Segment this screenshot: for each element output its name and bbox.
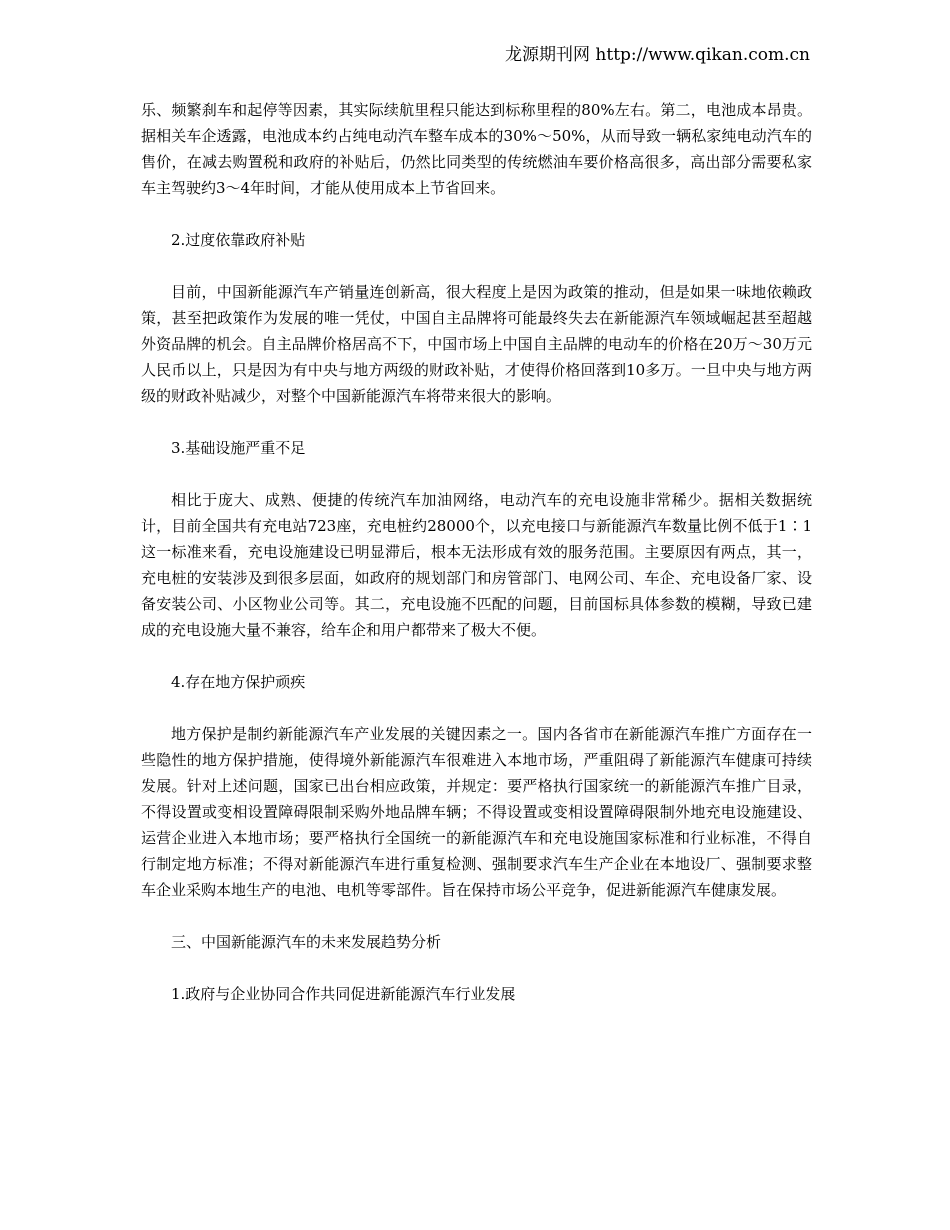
body-paragraph: 目前，中国新能源汽车产销量连创新高，很大程度上是因为政策的推动，但是如果一味地依赖政策，甚至把政策作为发展的唯一凭仗，中国自主品牌将可能最终失去在新能源汽车领域崛起甚至超越外资品牌的机会。自主品牌价格居高不下，中国市场上中国自主品牌的电动车的价格在20万～30万元人民币以上，只是因为有中央与地方两级的财政补贴，才使得价格回落到10多万。一旦中央与地方两级的财政补贴减少，对整个中国新能源汽车将带来很大的影响。: [141, 283, 812, 405]
source-header: 龙源期刊网 http://www.qikan.com.cn: [505, 45, 810, 65]
body-paragraph: 相比于庞大、成熟、便捷的传统汽车加油网络，电动汽车的充电设施非常稀少。据相关数据统计，目前全国共有充电站723座，充电桩约28000个，以充电接口与新能源汽车数量比例不低于1∶1这一标准来看，充电设施建设已明显滞后，根本无法形成有效的服务范围。主要原因有两点，其一，充电桩的安装涉及到很多层面，如政府的规划部门和房管部门、电网公司、车企、充电设备厂家、设备安装公司、小区物业公司等。其二，充电设施不匹配的问题，目前国标具体参数的模糊，导致已建成的充电设施大量不兼容，给车企和用户都带来了极大不便。: [141, 491, 812, 639]
article-body: [141, 97, 812, 1007]
body-paragraph: 地方保护是制约新能源汽车产业发展的关键因素之一。国内各省市在新能源汽车推广方面存在一些隐性的地方保护措施，使得境外新能源汽车很难进入本地市场，严重阻碍了新能源汽车健康可持续发展。针对上述问题，国家已出台相应政策，并规定：要严格执行国家统一的新能源汽车推广目录，不得设置或变相设置障碍限制采购外地品牌车辆；不得设置或变相设置障碍限制外地充电设施建设、运营企业进入本地市场；要严格执行全国统一的新能源汽车和充电设施国家标准和行业标准，不得自行制定地方标准；不得对新能源汽车进行重复检测、强制要求汽车生产企业在本地设厂、强制要求整车企业采购本地生产的电池、电机等零部件。旨在保持市场公平竞争，促进新能源汽车健康发展。: [141, 725, 812, 899]
section-heading: 1.政府与企业协同合作共同促进新能源汽车行业发展: [171, 985, 516, 1003]
section-heading: 2.过度依靠政府补贴: [171, 231, 306, 249]
section-heading: 4.存在地方保护顽疾: [171, 673, 306, 691]
section-heading: 3.基础设施严重不足: [171, 439, 306, 457]
body-paragraph: 乐、频繁刹车和起停等因素，其实际续航里程只能达到标称里程的80%左右。第二，电池成本昂贵。据相关车企透露，电池成本约占纯电动汽车整车成本的30%～50%，从而导致一辆私家纯电动汽车的售价，在减去购置税和政府的补贴后，仍然比同类型的传统燃油车要价格高很多，高出部分需要私家车主驾驶约3～4年时间，才能从使用成本上节省回来。: [141, 101, 812, 197]
chapter-heading: 三、中国新能源汽车的未来发展趋势分析: [171, 933, 442, 951]
